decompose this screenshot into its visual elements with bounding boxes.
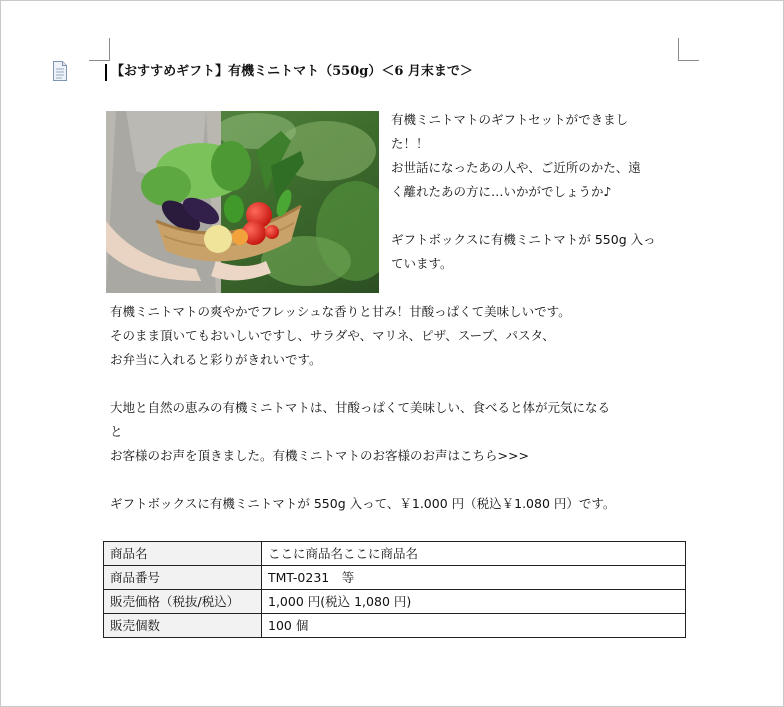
crop-mark-top-right xyxy=(678,60,699,61)
table-row xyxy=(104,614,686,638)
document-icon[interactable] xyxy=(52,61,68,81)
spec-label: 販売個数 xyxy=(104,614,262,638)
vegetable-basket-photo xyxy=(106,111,379,293)
intro-line: ギフトボックスに有機ミニトマトが 550g 入っ xyxy=(391,232,656,247)
crop-mark-top-right-vertical xyxy=(678,38,679,61)
crop-mark-top-left xyxy=(89,60,110,61)
table-row xyxy=(104,566,686,590)
table-row xyxy=(104,590,686,614)
spec-label: 販売価格（税抜/税込） xyxy=(104,590,262,614)
description-line: お客様のお声を頂きました。有機ミニトマトのお客様のお声はこちら>>> xyxy=(110,448,529,463)
price-line: ギフトボックスに有機ミニトマトが 550g 入って、￥1.000 円（税込￥1.080 円）です。 xyxy=(110,496,616,511)
description-line: 有機ミニトマトの爽やかでフレッシュな香りと甘み！甘酸っぱくて美味しいです。 xyxy=(110,304,571,319)
description-line: そのまま頂いてもおいしいですし、サラダや、マリネ、ピザ、スープ、パスタ、 xyxy=(110,328,555,343)
crop-mark-top-left-vertical xyxy=(109,38,110,61)
intro-text xyxy=(391,108,683,276)
description-line: と xyxy=(110,424,123,439)
spec-value: 100 個 xyxy=(262,614,686,638)
intro-line: ています。 xyxy=(391,256,453,271)
intro-line: た！！ xyxy=(391,136,429,151)
description-line: 大地と自然の恵みの有機ミニトマトは、甘酸っぱくて美味しい、食べると体が元気になる xyxy=(110,400,611,415)
document-title: 【おすすめギフト】有機ミニトマト（550g）＜6 月末まで＞ xyxy=(111,64,473,79)
description-text xyxy=(110,300,685,516)
intro-line: お世話になったあの人や、ご近所のかた、遠 xyxy=(391,160,641,175)
intro-line: く離れたあの方に…いかがでしょうか♪ xyxy=(391,184,612,199)
blank-line xyxy=(391,204,683,228)
table-row xyxy=(104,542,686,566)
spec-value: ここに商品名ここに商品名 xyxy=(262,542,686,566)
spec-label: 商品名 xyxy=(104,542,262,566)
blank-line xyxy=(110,372,685,396)
product-spec-table xyxy=(103,541,686,638)
description-line: お弁当に入れると彩りがきれいです。 xyxy=(110,352,322,367)
spec-label: 商品番号 xyxy=(104,566,262,590)
spec-value: 1,000 円(税込 1,080 円) xyxy=(262,590,686,614)
blank-line xyxy=(110,468,685,492)
spec-value: TMT-0231 等 xyxy=(262,566,686,590)
intro-line: 有機ミニトマトのギフトセットができまし xyxy=(391,112,629,127)
title-marker-bar xyxy=(105,64,107,81)
